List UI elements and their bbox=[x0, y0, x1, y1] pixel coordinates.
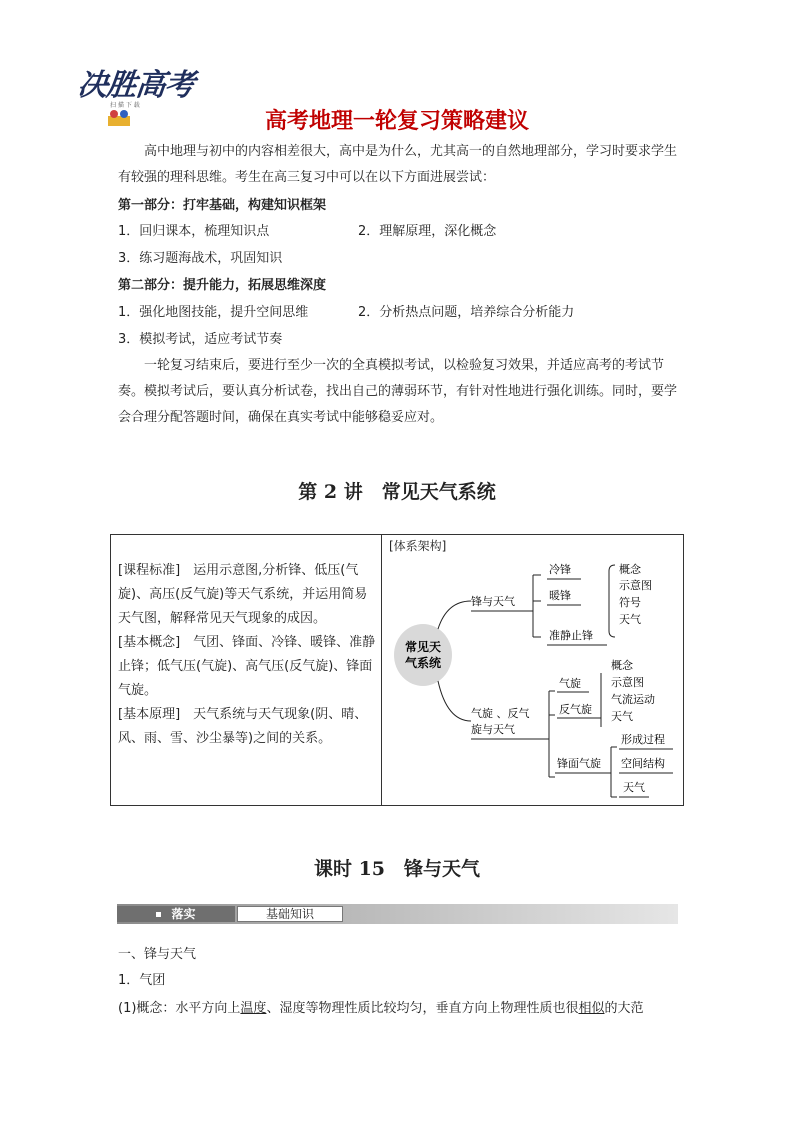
front-attr-concept: 概念 bbox=[619, 563, 641, 576]
course-standard: [课程标准] 运用示意图,分析锋、低压(气旋)、高压(反气旋)等天气系统，并运用简易天气图，解释常见天气现象的成因。 bbox=[118, 563, 368, 626]
square-icon bbox=[156, 912, 161, 917]
part2-item2: 2．分析热点问题，培养综合分析能力 bbox=[358, 305, 575, 320]
closing-paragraph: 一轮复习结束后，要进行至少一次的全真模拟考试，以检验复习效果，并适应高考的考试节奏。模拟考试后，要认真分析试卷，找出自己的薄弱环节，有针对性地进行强化训练。同时，要学会合理分配答题时间，确保在真实考试中能够稳妥应对。 bbox=[118, 358, 678, 425]
intro-paragraph: 高中地理与初中的内容相差很大，高中是为什么，尤其高一的自然地理部分，学习时要求学生有较强的理科思维。考生在高三复习中可以在以下方面进展尝试： bbox=[118, 144, 678, 185]
cyclone-attr-weather: 天气 bbox=[611, 710, 633, 723]
concept-suffix: 的大范 bbox=[604, 1001, 644, 1016]
front-stationary: 准静止锋 bbox=[549, 629, 593, 642]
center-node-line1: 常见天 bbox=[404, 640, 442, 654]
section-heading: 一、锋与天气 bbox=[118, 947, 197, 962]
part1-item3: 3．练习题海战术，巩固知识 bbox=[118, 251, 283, 266]
center-node-line2: 气系统 bbox=[404, 656, 442, 670]
subsection-heading: 1．气团 bbox=[118, 973, 166, 988]
section-bar bbox=[117, 904, 678, 924]
lecture-title: 第 2 讲 常见天气系统 bbox=[298, 481, 496, 503]
architecture-label: [体系架构] bbox=[389, 539, 447, 553]
curriculum-box bbox=[110, 534, 684, 806]
basic-principles: [基本原理] 天气系统与天气现象(阴、晴、风、雨、雪、沙尘暴等)之间的关系。 bbox=[118, 707, 368, 746]
box-divider bbox=[381, 535, 382, 805]
front-warm: 暖锋 bbox=[549, 589, 571, 602]
part1-item1: 1．回归课本，梳理知识点 bbox=[118, 224, 270, 239]
part2-item1: 1．强化地图技能，提升空间思维 bbox=[118, 305, 309, 320]
front-attr-diagram: 示意图 bbox=[619, 579, 652, 592]
section-tab-secondary: 基础知识 bbox=[237, 906, 343, 922]
part1-item2: 2．理解原理，深化概念 bbox=[358, 224, 497, 239]
logo-tagline: 扫 描 下 载 bbox=[110, 102, 140, 109]
curriculum-text bbox=[118, 559, 378, 751]
branch-cyclones-line2: 旋与天气 bbox=[471, 723, 515, 736]
front-attr-weather: 天气 bbox=[619, 613, 641, 626]
lesson-title: 课时 15 锋与天气 bbox=[313, 858, 481, 880]
concept-line bbox=[118, 999, 643, 1019]
fc-attr-formation: 形成过程 bbox=[621, 733, 665, 746]
cyclone-attr-diagram: 示意图 bbox=[611, 676, 644, 689]
branch-cyclones-line1: 气旋 、反气 bbox=[471, 707, 530, 720]
concept-underlined-1: 温度 bbox=[240, 1001, 267, 1016]
branch-fronts: 锋与天气 bbox=[471, 595, 515, 608]
fc-attr-structure: 空间结构 bbox=[621, 757, 665, 770]
anticyclone-label: 反气旋 bbox=[559, 703, 592, 716]
section-tab-primary bbox=[117, 906, 235, 922]
cyclone-attr-concept: 概念 bbox=[611, 659, 633, 672]
cyclone-label: 气旋 bbox=[559, 677, 581, 690]
section-tab-primary-label: 落实 bbox=[171, 907, 196, 921]
concept-map bbox=[383, 551, 683, 805]
front-cold: 冷锋 bbox=[549, 563, 571, 576]
concept-prefix: (1)概念：水平方向上 bbox=[118, 1001, 241, 1016]
page-title: 高考地理一轮复习策略建议 bbox=[264, 109, 529, 134]
logo-text: 决胜高考 bbox=[75, 68, 196, 103]
part2-item3: 3．模拟考试，适应考试节奏 bbox=[118, 332, 283, 347]
part1-heading: 第一部分：打牢基础，构建知识框架 bbox=[118, 198, 327, 213]
concept-underlined-2: 相似 bbox=[578, 1001, 605, 1016]
part2-heading: 第二部分：提升能力，拓展思维深度 bbox=[118, 278, 327, 293]
basic-concepts: [基本概念] 气团、锋面、冷锋、暖锋、准静止锋；低气压(气旋)、高气压(反气旋)、锋面气旋。 bbox=[118, 635, 376, 698]
cyclone-attr-airflow: 气流运动 bbox=[611, 693, 655, 706]
concept-middle: 、湿度等物理性质比较均匀，垂直方向上物理性质也很 bbox=[266, 1001, 579, 1016]
frontal-cyclone-label: 锋面气旋 bbox=[557, 757, 601, 770]
front-attr-symbol: 符号 bbox=[619, 596, 641, 609]
fc-attr-weather: 天气 bbox=[623, 781, 645, 794]
